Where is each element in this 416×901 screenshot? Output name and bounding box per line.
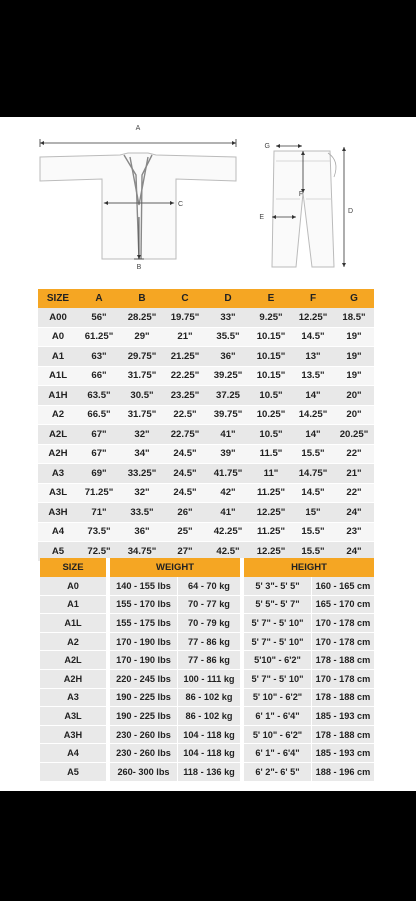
- weight-lbs-cell: 220 - 245 lbs: [110, 670, 178, 689]
- measurement-cell: 21": [164, 327, 206, 347]
- measurement-cell: 10.15": [250, 366, 292, 386]
- weight-lbs-cell: 230 - 260 lbs: [110, 744, 178, 763]
- measurement-table: [38, 289, 374, 562]
- size-cell: A5: [38, 542, 78, 562]
- size-cell: A2: [40, 633, 106, 652]
- weight-kg-cell: 70 - 79 kg: [178, 614, 240, 633]
- measurement-cell: 12.25": [292, 308, 334, 327]
- measurement-body: [38, 308, 374, 561]
- weight-kg-cell: 64 - 70 kg: [178, 577, 240, 596]
- table-row: [40, 707, 374, 726]
- measurement-cell: 24.5": [164, 444, 206, 464]
- height-cm-cell: 178 - 188 cm: [312, 726, 374, 745]
- size-cell: A1L: [40, 614, 106, 633]
- size-table: [40, 558, 374, 782]
- measurement-cell: 24.5": [164, 464, 206, 484]
- col-header-e: E: [250, 289, 292, 308]
- height-cm-cell: 170 - 178 cm: [312, 670, 374, 689]
- measurement-cell: 19": [334, 347, 374, 367]
- measurement-cell: 11.25": [250, 522, 292, 542]
- height-ft-cell: 6' 1" - 6'4": [244, 744, 312, 763]
- weight-kg-cell: 104 - 118 kg: [178, 744, 240, 763]
- measurement-cell: 31.75": [120, 405, 164, 425]
- table-row: [38, 386, 374, 406]
- weight-lbs-cell: 190 - 225 lbs: [110, 689, 178, 708]
- table-row: [40, 596, 374, 615]
- measurement-cell: 10.25": [250, 405, 292, 425]
- size-header-height: HEIGHT: [244, 558, 374, 577]
- weight-kg-cell: 86 - 102 kg: [178, 707, 240, 726]
- dim-label-g: G: [264, 143, 270, 150]
- size-cell: A3L: [38, 483, 78, 503]
- measurement-cell: 63.5": [78, 386, 120, 406]
- size-cell: A2L: [38, 425, 78, 445]
- table-row: [40, 670, 374, 689]
- weight-lbs-cell: 190 - 225 lbs: [110, 707, 178, 726]
- table-row: [38, 347, 374, 367]
- measurement-cell: 14.5": [292, 483, 334, 503]
- table-row: [40, 577, 374, 596]
- size-cell: A3H: [40, 726, 106, 745]
- measurement-cell: 18.5": [334, 308, 374, 327]
- table-row: [38, 503, 374, 523]
- measurement-cell: 9.25": [250, 308, 292, 327]
- measurement-cell: 13.5": [292, 366, 334, 386]
- dim-label-b: B: [136, 264, 142, 271]
- measurement-cell: 73.5": [78, 522, 120, 542]
- measurement-cell: 21": [334, 464, 374, 484]
- measurement-cell: 31.75": [120, 366, 164, 386]
- height-ft-cell: 5' 10" - 6'2": [244, 689, 312, 708]
- measurement-cell: 11.5": [250, 444, 292, 464]
- measurement-cell: 15.5": [292, 522, 334, 542]
- height-ft-cell: 5' 5"- 5' 7": [244, 596, 312, 615]
- size-chart-sheet: [0, 117, 416, 791]
- weight-lbs-cell: 170 - 190 lbs: [110, 651, 178, 670]
- height-cm-cell: 170 - 178 cm: [312, 633, 374, 652]
- measurement-cell: 10.15": [250, 327, 292, 347]
- measurement-cell: 34.75": [120, 542, 164, 562]
- measurement-cell: 22": [334, 483, 374, 503]
- height-ft-cell: 5' 10" - 6'2": [244, 726, 312, 745]
- measurement-cell: 15.5": [292, 444, 334, 464]
- measurement-cell: 32": [120, 483, 164, 503]
- weight-lbs-cell: 260- 300 lbs: [110, 763, 178, 782]
- size-cell: A3: [38, 464, 78, 484]
- size-cell: A3H: [38, 503, 78, 523]
- table-row: [38, 444, 374, 464]
- measurement-cell: 15": [292, 503, 334, 523]
- height-cm-cell: 185 - 193 cm: [312, 744, 374, 763]
- measurement-cell: 20": [334, 386, 374, 406]
- size-cell: A1: [40, 596, 106, 615]
- height-ft-cell: 5'10" - 6'2": [244, 651, 312, 670]
- height-cm-cell: 185 - 193 cm: [312, 707, 374, 726]
- col-header-g: G: [334, 289, 374, 308]
- measurement-cell: 41": [206, 425, 250, 445]
- height-ft-cell: 5' 7" - 5' 10": [244, 670, 312, 689]
- height-cm-cell: 188 - 196 cm: [312, 763, 374, 782]
- measurement-cell: 14.75": [292, 464, 334, 484]
- weight-lbs-cell: 155 - 170 lbs: [110, 596, 178, 615]
- measurement-cell: 22.75": [164, 425, 206, 445]
- weight-kg-cell: 100 - 111 kg: [178, 670, 240, 689]
- dim-label-e: E: [259, 214, 264, 221]
- measurement-cell: 39.25": [206, 366, 250, 386]
- height-ft-cell: 6' 2"- 6' 5": [244, 763, 312, 782]
- gi-diagram-svg: [0, 117, 416, 287]
- measurement-cell: 28.25": [120, 308, 164, 327]
- measurement-cell: 37.25: [206, 386, 250, 406]
- height-cm-cell: 178 - 188 cm: [312, 689, 374, 708]
- measurement-cell: 30.5": [120, 386, 164, 406]
- measurement-cell: 72.5": [78, 542, 120, 562]
- measurement-cell: 67": [78, 425, 120, 445]
- measurement-cell: 14": [292, 386, 334, 406]
- col-header-d: D: [206, 289, 250, 308]
- weight-lbs-cell: 140 - 155 lbs: [110, 577, 178, 596]
- size-cell: A3L: [40, 707, 106, 726]
- measurement-cell: 61.25": [78, 327, 120, 347]
- table-row: [40, 689, 374, 708]
- measurement-cell: 33.5": [120, 503, 164, 523]
- table-row: [38, 425, 374, 445]
- measurement-cell: 66": [78, 366, 120, 386]
- size-cell: A1H: [38, 386, 78, 406]
- measurement-cell: 12.25": [250, 542, 292, 562]
- dim-label-a: A: [135, 125, 141, 132]
- weight-kg-cell: 77 - 86 kg: [178, 633, 240, 652]
- measurement-cell: 10.5": [250, 386, 292, 406]
- measurement-header-row: [38, 289, 374, 308]
- measurement-cell: 71": [78, 503, 120, 523]
- measurement-cell: 19": [334, 327, 374, 347]
- col-header-a: A: [78, 289, 120, 308]
- table-row: [40, 651, 374, 670]
- table-row: [40, 744, 374, 763]
- measurement-cell: 34": [120, 444, 164, 464]
- size-cell: A2: [38, 405, 78, 425]
- size-cell: A2H: [40, 670, 106, 689]
- size-cell: A2H: [38, 444, 78, 464]
- measurement-cell: 11.25": [250, 483, 292, 503]
- height-cm-cell: 165 - 170 cm: [312, 596, 374, 615]
- measurement-cell: 14.5": [292, 327, 334, 347]
- size-cell: A3: [40, 689, 106, 708]
- table-row: [40, 633, 374, 652]
- measurement-cell: 36": [120, 522, 164, 542]
- size-cell: A4: [40, 744, 106, 763]
- col-header-b: B: [120, 289, 164, 308]
- measurement-cell: 20.25": [334, 425, 374, 445]
- measurement-cell: 23.25": [164, 386, 206, 406]
- height-cm-cell: 178 - 188 cm: [312, 651, 374, 670]
- measurement-cell: 42": [206, 483, 250, 503]
- measurement-cell: 71.25": [78, 483, 120, 503]
- measurement-cell: 41": [206, 503, 250, 523]
- col-header-c: C: [164, 289, 206, 308]
- weight-lbs-cell: 170 - 190 lbs: [110, 633, 178, 652]
- measurement-cell: 22.5": [164, 405, 206, 425]
- measurement-cell: 35.5": [206, 327, 250, 347]
- measurement-cell: 33.25": [120, 464, 164, 484]
- table-row: [38, 308, 374, 327]
- measurement-cell: 25": [164, 522, 206, 542]
- measurement-cell: 56": [78, 308, 120, 327]
- table-row: [38, 464, 374, 484]
- dim-label-c: C: [178, 201, 184, 208]
- size-cell: A0: [40, 577, 106, 596]
- measurement-cell: 63": [78, 347, 120, 367]
- height-ft-cell: 5' 3"- 5' 5": [244, 577, 312, 596]
- measurement-cell: 15.5": [292, 542, 334, 562]
- measurement-cell: 27": [164, 542, 206, 562]
- weight-kg-cell: 104 - 118 kg: [178, 726, 240, 745]
- measurement-cell: 69": [78, 464, 120, 484]
- measurement-cell: 42.25": [206, 522, 250, 542]
- measurement-cell: 41.75": [206, 464, 250, 484]
- measurement-cell: 36": [206, 347, 250, 367]
- measurement-cell: 11": [250, 464, 292, 484]
- measurement-cell: 67": [78, 444, 120, 464]
- size-cell: A4: [38, 522, 78, 542]
- table-row: [38, 483, 374, 503]
- size-cell: A00: [38, 308, 78, 327]
- table-row: [38, 522, 374, 542]
- measurement-cell: 23": [334, 522, 374, 542]
- size-header-weight: WEIGHT: [110, 558, 240, 577]
- table-row: [38, 405, 374, 425]
- measurement-cell: 42.5": [206, 542, 250, 562]
- measurement-cell: 14.25": [292, 405, 334, 425]
- dim-label-d: D: [348, 208, 354, 215]
- table-row: [38, 327, 374, 347]
- measurement-cell: 13": [292, 347, 334, 367]
- size-cell: A0: [38, 327, 78, 347]
- measurement-cell: 14": [292, 425, 334, 445]
- measurement-cell: 22": [334, 444, 374, 464]
- measurement-cell: 39.75": [206, 405, 250, 425]
- weight-kg-cell: 118 - 136 kg: [178, 763, 240, 782]
- table-row: [40, 726, 374, 745]
- measurement-cell: 21.25": [164, 347, 206, 367]
- size-header-size: SIZE: [40, 558, 106, 577]
- size-cell: A2L: [40, 651, 106, 670]
- weight-kg-cell: 77 - 86 kg: [178, 651, 240, 670]
- measurement-cell: 24.5": [164, 483, 206, 503]
- height-cm-cell: 170 - 178 cm: [312, 614, 374, 633]
- measurement-cell: 10.15": [250, 347, 292, 367]
- measurement-cell: 12.25": [250, 503, 292, 523]
- measurement-cell: 20": [334, 405, 374, 425]
- measurement-cell: 10.5": [250, 425, 292, 445]
- weight-lbs-cell: 155 - 175 lbs: [110, 614, 178, 633]
- height-ft-cell: 5' 7" - 5' 10": [244, 633, 312, 652]
- size-body: [40, 577, 374, 782]
- height-ft-cell: 5' 7" - 5' 10": [244, 614, 312, 633]
- table-row: [40, 614, 374, 633]
- measurement-cell: 32": [120, 425, 164, 445]
- measurement-cell: 26": [164, 503, 206, 523]
- table-row: [38, 366, 374, 386]
- table-row: [40, 763, 374, 782]
- measurement-cell: 22.25": [164, 366, 206, 386]
- weight-kg-cell: 86 - 102 kg: [178, 689, 240, 708]
- weight-lbs-cell: 230 - 260 lbs: [110, 726, 178, 745]
- size-cell: A1L: [38, 366, 78, 386]
- height-ft-cell: 6' 1" - 6'4": [244, 707, 312, 726]
- col-header-f: F: [292, 289, 334, 308]
- measurement-cell: 29": [120, 327, 164, 347]
- col-header-size: SIZE: [38, 289, 78, 308]
- measurement-cell: 33": [206, 308, 250, 327]
- size-header-row: [40, 558, 374, 577]
- measurement-cell: 24": [334, 503, 374, 523]
- measurement-cell: 39": [206, 444, 250, 464]
- measurement-cell: 24": [334, 542, 374, 562]
- size-cell: A1: [38, 347, 78, 367]
- measurement-cell: 29.75": [120, 347, 164, 367]
- size-cell: A5: [40, 763, 106, 782]
- measurement-cell: 19": [334, 366, 374, 386]
- height-cm-cell: 160 - 165 cm: [312, 577, 374, 596]
- dim-label-f: F: [298, 191, 304, 198]
- weight-kg-cell: 70 - 77 kg: [178, 596, 240, 615]
- measurement-cell: 19.75": [164, 308, 206, 327]
- measurement-cell: 66.5": [78, 405, 120, 425]
